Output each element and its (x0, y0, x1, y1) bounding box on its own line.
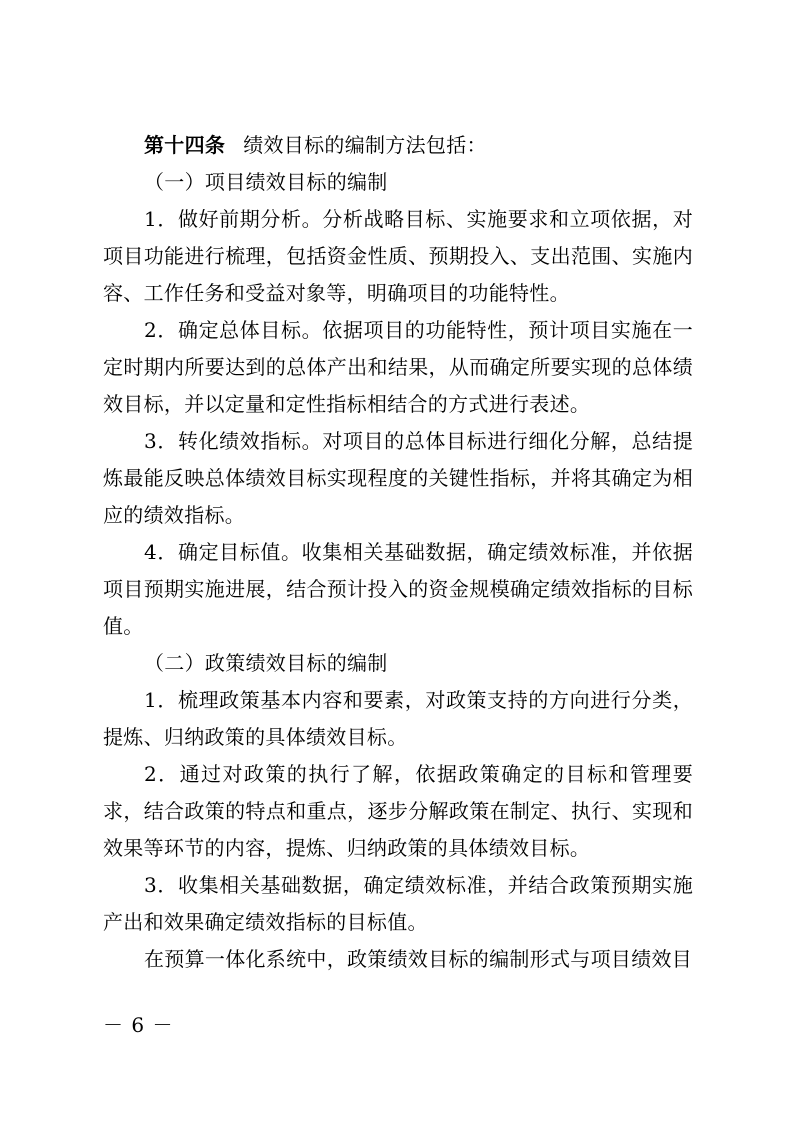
project-step-2: 2．确定总体目标。依据项目的功能特性，预计项目实施在一定时期内所要达到的总体产出和结果，从而确定所要实现的总体绩效目标，并以定量和定性指标相结合的方式进行表述。 (103, 318, 693, 416)
closing-paragraph: 在预算一体化系统中，政策绩效目标的编制形式与项目绩效目 (144, 947, 693, 971)
page-number: － 6 － (103, 1013, 174, 1037)
body-text (103, 127, 693, 978)
section-heading-policy: （二）政策绩效目标的编制 (144, 651, 388, 675)
policy-step-2: 2．通过对政策的执行了解，依据政策确定的目标和管理要求，结合政策的特点和重点，逐步分解政策在制定、执行、实现和效果等环节的内容，提炼、归纳政策的具体绩效目标。 (103, 762, 693, 860)
article-intro: 绩效目标的编制方法包括： (243, 133, 487, 157)
project-step-3: 3．转化绩效指标。对项目的总体目标进行细化分解，总结提炼最能反映总体绩效目标实现程度的关键性指标，并将其确定为相应的绩效指标。 (103, 429, 693, 527)
article-14-paragraph (103, 127, 693, 164)
section-heading-project: （一）项目绩效目标的编制 (144, 170, 388, 194)
policy-step-1: 1．梳理政策基本内容和要素，对政策支持的方向进行分类，提炼、归纳政策的具体绩效目标。 (103, 688, 693, 749)
project-step-1: 1．做好前期分析。分析战略目标、实施要求和立项依据，对项目功能进行梳理，包括资金性质、预期投入、支出范围、实施内容、工作任务和受益对象等，明确项目的功能特性。 (103, 207, 693, 305)
project-step-4: 4．确定目标值。收集相关基础数据，确定绩效标准，并依据项目预期实施进展，结合预计投入的资金规模确定绩效指标的目标值。 (103, 540, 693, 638)
policy-step-3: 3．收集相关基础数据，确定绩效标准，并结合政策预期实施产出和效果确定绩效指标的目标值。 (103, 873, 693, 934)
article-heading: 第十四条 (144, 133, 226, 157)
